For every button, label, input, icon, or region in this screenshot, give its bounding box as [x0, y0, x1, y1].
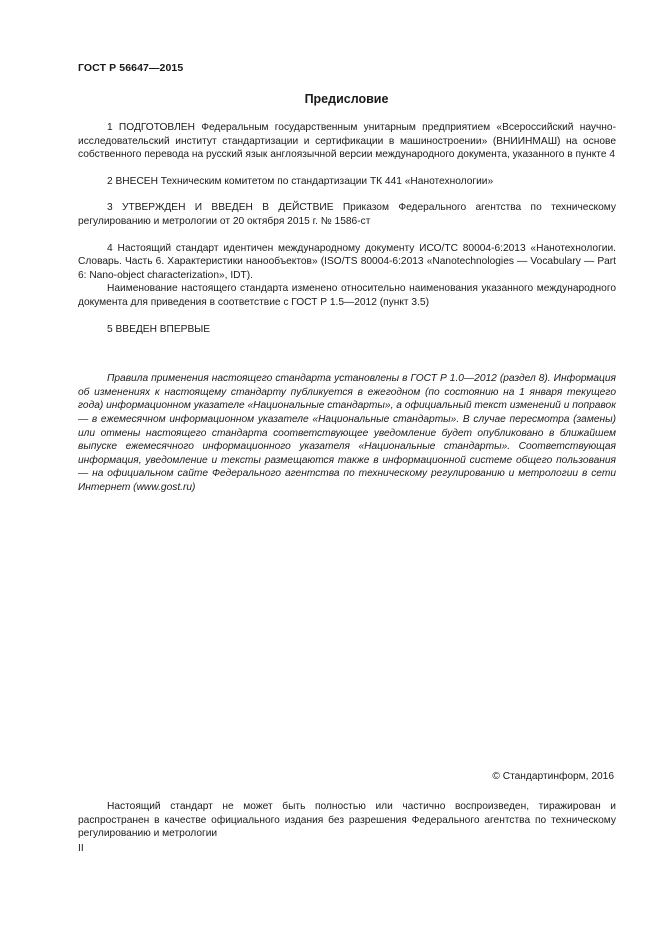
page-number: II	[78, 843, 84, 854]
application-rules-notice: Правила применения настоящего стандарта установлены в ГОСТ Р 1.0—2012 (раздел 8). Информация об изменениях к настоящему стандарту публикуется в ежегодном (по состоянию на 1 января текущего года) информационном указателе «Национальные стандарты», а официальный текст изменений и поправок — в ежемесячном информационном указателе «Национальные стандарты». В случае пересмотра (замены) или отмены настоящего стандарта соответствующее уведомление будет опубликовано в ближайшем выпуске ежемесячного информационного указателя «Национальные стандарты». Соответствующая информация, уведомление и тексты размещаются также в информационной системе общего пользования — на официальном сайте Федерального агентства по техническому регулированию и метрологии в сети Интернет (www.gost.ru)	[78, 373, 616, 493]
paragraph-approved: 3 УТВЕРЖДЕН И ВВЕДЕН В ДЕЙСТВИЕ Приказом Федерального агентства по техническому регулированию и метрологии от 20 октября 2015 г. № 1586-ст	[78, 202, 616, 227]
paragraph-introduced-first: 5 ВВЕДЕН ВПЕРВЫЕ	[107, 323, 211, 335]
paragraph-name-changed: Наименование настоящего стандарта изменено относительно наименования указанного международного документа для приведения в соответствие с ГОСТ Р 1.5—2012 (пункт 3.5)	[78, 283, 616, 308]
foreword-body	[78, 121, 616, 494]
paragraph-identical-to: 4 Настоящий стандарт идентичен международному документу ИСО/ТС 80004-6:2013 «Нанотехнологии. Словарь. Часть 6. Характеристики нанообъектов» (ISO/TS 80004-6:2013 «Nanotechnologies — Vocabulary — Part 6: Nano-object characterization», IDT).	[78, 242, 616, 281]
copyright-line: © Стандартинформ, 2016	[492, 771, 614, 782]
paragraph-introduced-by: 2 ВНЕСЕН Техническим комитетом по стандартизации ТК 441 «Нанотехнологии»	[107, 175, 494, 187]
page-title: Предисловие	[304, 92, 389, 106]
reproduction-notice-text: Настоящий стандарт не может быть полностью или частично воспроизведен, тиражирован и распространен в качестве официального издания без разрешения Федерального агентства по техническому регулированию и метрологии	[78, 801, 616, 840]
document-number-header: ГОСТ Р 56647—2015	[78, 62, 184, 74]
reproduction-notice	[78, 800, 616, 841]
paragraph-prepared-by: 1 ПОДГОТОВЛЕН Федеральным государственным унитарным предприятием «Всероссийский научно-исследовательский институт стандартизации и сертификации в машиностроении» (ВНИИНМАШ) на основе собственного перевода на русский язык англоязычной версии международного документа, указанного в пункте 4	[78, 122, 616, 161]
